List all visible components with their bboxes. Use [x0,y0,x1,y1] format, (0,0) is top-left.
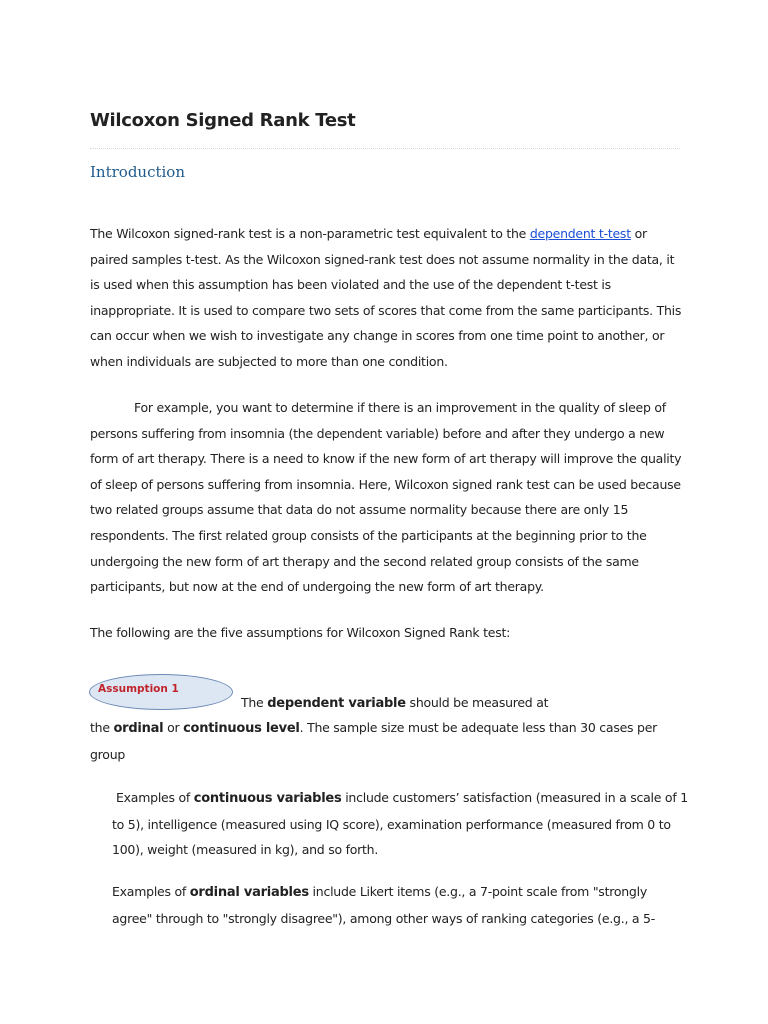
assumption-badge-label: Assumption 1 [98,683,179,695]
assumptions-intro: The following are the five assumptions for Wilcoxon Signed Rank test: [90,625,511,640]
example-paragraph: For example, you want to determine if there is an improvement in the quality of sleep of persons suffering from insomnia (the dependent variable) before and after they undergo a new form of art therapy. There is a need to know if the new form of art therapy will improve the quality of sleep of persons suffering from insomnia. Here, Wilcoxon signed rank test can be used because two related groups assume that data do not assume normality because there are only 15 respondents. The first related group consists of the participants at the beginning prior to the undergoing the new form of art therapy and the second related group consists of the same participants, but now at the end of undergoing the new form of art therapy. [90,400,682,595]
assumption1-line1 [241,690,681,717]
dependent-t-test-link[interactable]: dependent t-test [529,226,631,241]
continuous-text: Examples of [116,790,194,805]
assumption1-text: should be measured at [405,695,549,710]
page-title: Wilcoxon Signed Rank Test [90,110,356,131]
assumption1-bold-dependent-variable: dependent variable [267,696,406,711]
continuous-examples-paragraph [112,785,692,863]
ordinal-bold-term: ordinal variables [189,885,309,900]
assumption1-text: . The sample size must be adequate less than 30 cases per group [90,720,658,762]
assumption1-line2 [90,715,686,767]
ordinal-text: include Likert items (e.g., a 7-point scale from "strongly agree" through to "strongly disagree"), among other ways of ranking categories (e.g., a 5- [112,884,656,926]
ordinal-examples-paragraph [112,879,672,931]
continuous-text: include customers’ satisfaction (measured in a scale of 1 to 5), intelligence (measured using IQ score), examination performance (measured from 0 to 100), weight (measured in kg), and so forth. [112,790,688,858]
section-heading-introduction: Introduction [90,163,185,181]
ordinal-text: Examples of [112,884,190,899]
assumption1-text: The [241,695,268,710]
continuous-bold-term: continuous variables [193,791,342,806]
assumption1-text: the [90,720,114,735]
intro-text-before-link: The Wilcoxon signed-rank test is a non-parametric test equivalent to the [90,226,530,241]
assumption1-text: or [163,720,184,735]
title-divider [90,148,680,149]
intro-text-after-link: or paired samples t-test. As the Wilcoxon signed-rank test does not assume normality in the data, it is used when this assumption has been violated and the use of the dependent t-test is inappropriate. It is used to compare two sets of scores that come from the same participants. This can occur when we wish to investigate any change in scores from one time point to another, or when individuals are subjected to more than one condition. [90,226,682,369]
intro-paragraph [90,221,686,375]
assumption1-bold-ordinal: ordinal [113,721,164,736]
assumption1-bold-continuous-level: continuous level [183,721,300,736]
